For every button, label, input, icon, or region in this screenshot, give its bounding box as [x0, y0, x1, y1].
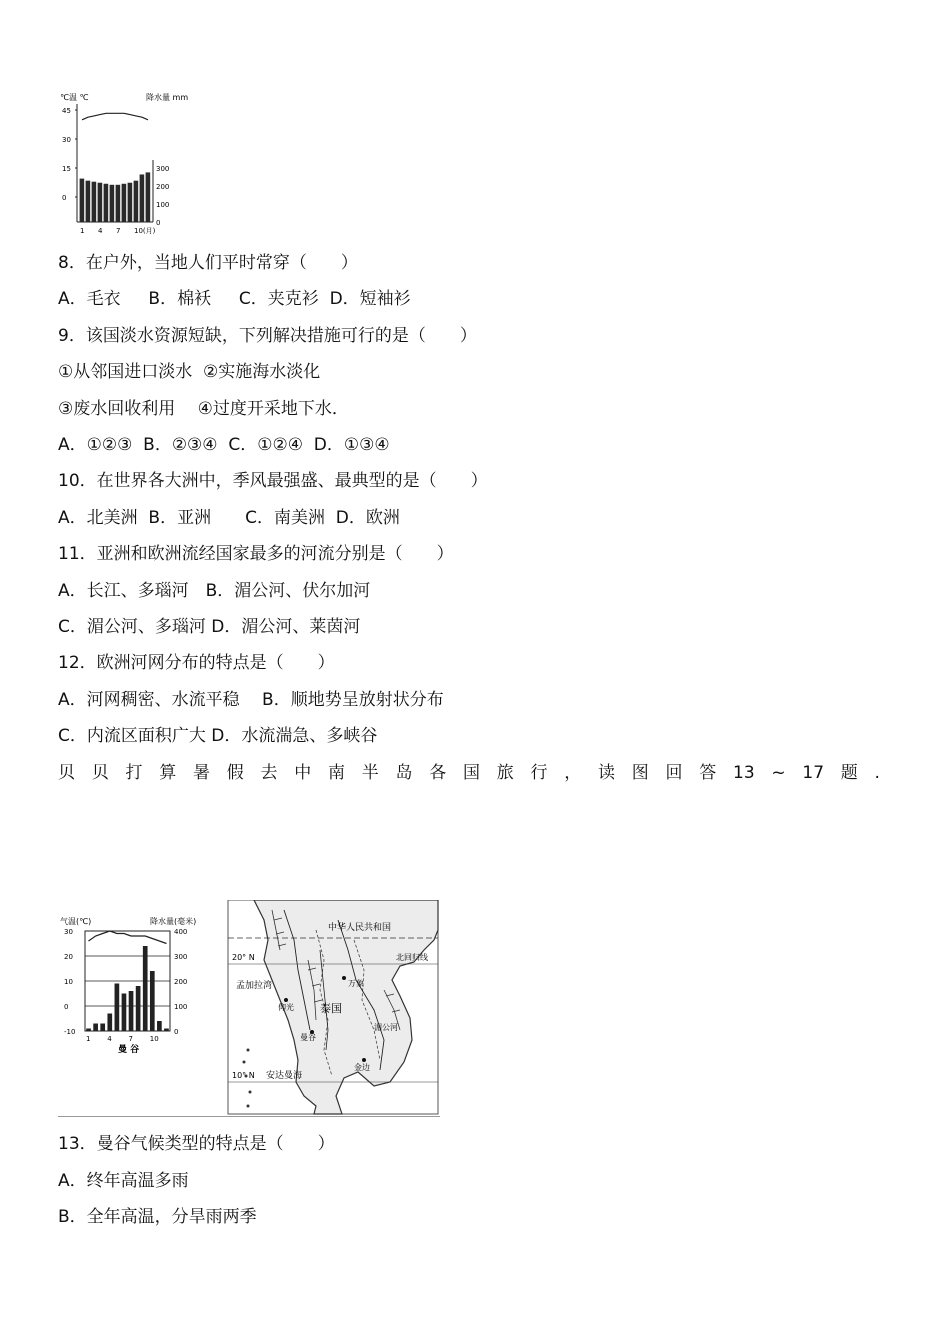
chart2-month-tick: 10	[149, 1035, 159, 1043]
indochina-map-svg	[224, 900, 440, 1116]
chart1-right-axis-label: 降水量 mm	[146, 93, 189, 102]
chart2-precip-bar	[136, 986, 141, 1031]
chart1-left-tick: 30	[62, 136, 71, 144]
intro-char: 中	[294, 763, 312, 783]
chart2-left-tick: 30	[64, 928, 73, 936]
chart2-precip-bar	[157, 1021, 162, 1031]
chart2-left-axis-label: 气温(℃)	[60, 917, 92, 926]
intro-char: 算	[159, 763, 177, 783]
chart2-precip-bar	[93, 1024, 98, 1032]
question-10: 10．在世界各大洲中，季风最强盛、最典型的是（ ）	[58, 471, 488, 491]
chart1-precip-bar	[140, 174, 145, 222]
intro-char: 13	[733, 763, 755, 783]
chart1-left-axis-label: ℃温 ℃	[60, 93, 89, 102]
intro-char: ，	[564, 763, 582, 783]
phnom-penh-marker	[362, 1058, 366, 1062]
question-12-options-ab: A．河网稠密、水流平稳 B．顺地势呈放射状分布	[58, 690, 444, 710]
intro-char: 贝	[58, 763, 75, 783]
chart1-right-tick: 0	[156, 219, 161, 227]
question-10-options: A．北美洲 B．亚洲 C．南美洲 D．欧洲	[58, 508, 400, 528]
intro-char: 行	[530, 763, 548, 783]
chart2-month-tick: 7	[128, 1035, 133, 1043]
question-11: 11．亚洲和欧洲流经国家最多的河流分别是（ ）	[58, 544, 454, 564]
island	[243, 1061, 246, 1064]
climate-chart-1	[58, 90, 203, 240]
map-label-thailand: 泰国	[320, 1002, 342, 1015]
chart1-precip-bar	[98, 183, 103, 222]
question-11-options-ab: A．长江、多瑙河 B．湄公河、伏尔加河	[58, 581, 371, 601]
chart1-month-tick: 1	[80, 227, 85, 235]
chart1-precip-bar	[104, 184, 109, 222]
chart1-right-tick: 200	[156, 183, 170, 191]
chart2-precip-bar	[100, 1024, 105, 1032]
map-label-china: 中华人民共和国	[328, 923, 392, 933]
question-12: 12．欧洲河网分布的特点是（ ）	[58, 653, 335, 673]
chart2-month-tick: 4	[107, 1035, 112, 1043]
island	[247, 1049, 250, 1052]
intro-char: 国	[463, 763, 480, 783]
island	[249, 1091, 252, 1094]
map-label-tropic: 北回归线	[396, 953, 428, 962]
climate-chart-bangkok	[58, 915, 208, 1055]
question-9-statement-2: ③废水回收利用 ④过度开采地下水．	[58, 399, 349, 419]
chart2-temperature-line	[89, 931, 167, 944]
intro-char: 去	[260, 763, 278, 783]
question-12-options-cd: C．内流区面积广大 D．水流湍急、多峡谷	[58, 726, 378, 746]
intro-char: 读	[598, 763, 615, 783]
chart1-precip-bar	[128, 183, 133, 222]
chart1-month-tick: 7	[116, 227, 121, 235]
indochina-map	[224, 900, 440, 1116]
question-13-option-a: A．终年高温多雨	[58, 1171, 189, 1191]
chart2-right-tick: 100	[174, 1003, 188, 1011]
chart2-precip-bar	[86, 1029, 91, 1032]
intro-char: 暑	[193, 763, 210, 783]
question-13: 13．曼谷气候类型的特点是（ ）	[58, 1134, 335, 1154]
chart1-left-tick: 45	[62, 107, 71, 115]
chart2-precip-bar	[150, 971, 155, 1031]
chart2-left-tick: -10	[64, 1028, 76, 1036]
question-9-options: A．①②③ B．②③④ C．①②④ D．①③④	[58, 435, 390, 455]
chart1-month-tick: 4	[98, 227, 103, 235]
chart1-precip-bar	[134, 181, 139, 222]
intro-char: 南	[328, 763, 345, 783]
chart2-caption: 曼 谷	[118, 1045, 140, 1055]
intro-line	[58, 762, 880, 784]
chart2-right-tick: 400	[174, 928, 188, 936]
map-label-lat10: 10° N	[232, 1071, 255, 1080]
climate-chart-bangkok-svg	[58, 915, 208, 1055]
vientiane-marker	[342, 976, 346, 980]
intro-char: .	[874, 763, 880, 783]
yangon-marker	[284, 998, 288, 1002]
question-8: 8．在户外，当地人们平时常穿（ ）	[58, 253, 358, 273]
chart1-precip-bar	[116, 185, 121, 222]
chart1-precip-bar	[146, 172, 151, 222]
intro-char: 答	[699, 763, 717, 783]
chart1-precip-bar	[86, 181, 91, 222]
question-11-options-cd: C．湄公河、多瑙河 D．湄公河、莱茵河	[58, 617, 361, 637]
chart2-month-tick: 1	[86, 1035, 91, 1043]
map-label-vientiane: 万象	[348, 979, 364, 988]
intro-char: 旅	[496, 763, 514, 783]
chart1-precip-bar	[80, 179, 85, 222]
intro-char: 17	[802, 763, 825, 783]
chart1-left-tick: 0	[62, 194, 67, 202]
question-8-options: A．毛衣 B．棉袄 C．夹克衫 D．短袖衫	[58, 289, 411, 309]
figure-divider	[58, 1116, 440, 1117]
chart2-precip-bar	[143, 946, 148, 1031]
chart2-right-tick: 300	[174, 953, 188, 961]
intro-char: ~	[771, 763, 786, 783]
chart1-right-tick: 100	[156, 201, 170, 209]
chart1-temperature-line	[82, 113, 148, 120]
question-9-statement-1: ①从邻国进口淡水 ②实施海水淡化	[58, 362, 321, 382]
question-13-option-b: B．全年高温，分旱雨两季	[58, 1207, 257, 1227]
climate-chart-1-svg	[58, 90, 203, 240]
chart2-left-tick: 10	[64, 978, 73, 986]
chart1-month-tick: 10(月)	[134, 227, 156, 235]
chart2-left-tick: 0	[64, 1003, 69, 1011]
chart2-right-axis-label: 降水量(毫米)	[150, 917, 197, 926]
map-label-andaman-sea: 安达曼海	[266, 1071, 303, 1081]
map-label-bay-of-bengal: 孟加拉湾	[236, 981, 273, 991]
intro-char: 打	[125, 763, 143, 783]
chart1-precip-bar	[110, 185, 115, 222]
chart2-precip-bar	[129, 991, 134, 1031]
intro-char: 题	[840, 763, 858, 783]
intro-char: 假	[226, 763, 244, 783]
chart1-right-tick: 300	[156, 165, 170, 173]
island	[247, 1105, 250, 1108]
intro-char: 回	[665, 763, 683, 783]
chart2-precip-bar	[122, 994, 127, 1032]
chart1-precip-bar	[122, 184, 127, 222]
chart2-precip-bar	[164, 1029, 169, 1032]
chart2-precip-bar	[115, 984, 120, 1032]
chart2-right-tick: 200	[174, 978, 188, 986]
map-label-yangon: 仰光	[278, 1003, 294, 1012]
intro-char: 岛	[395, 763, 413, 783]
question-9: 9．该国淡水资源短缺，下列解决措施可行的是（ ）	[58, 326, 477, 346]
chart2-right-tick: 0	[174, 1028, 179, 1036]
map-label-bangkok: 曼谷	[300, 1033, 316, 1042]
chart2-precip-bar	[107, 1014, 112, 1032]
map-label-mekong: 湄公河	[374, 1023, 398, 1032]
intro-char: 贝	[91, 763, 109, 783]
chart1-left-tick: 15	[62, 165, 71, 173]
chart2-left-tick: 20	[64, 953, 73, 961]
map-label-phnom-penh: 金边	[354, 1063, 370, 1072]
intro-char: 图	[631, 763, 649, 783]
chart1-precip-bar	[92, 182, 97, 222]
intro-char: 各	[429, 763, 447, 783]
intro-char: 半	[361, 763, 379, 783]
map-label-lat20: 20° N	[232, 953, 255, 962]
